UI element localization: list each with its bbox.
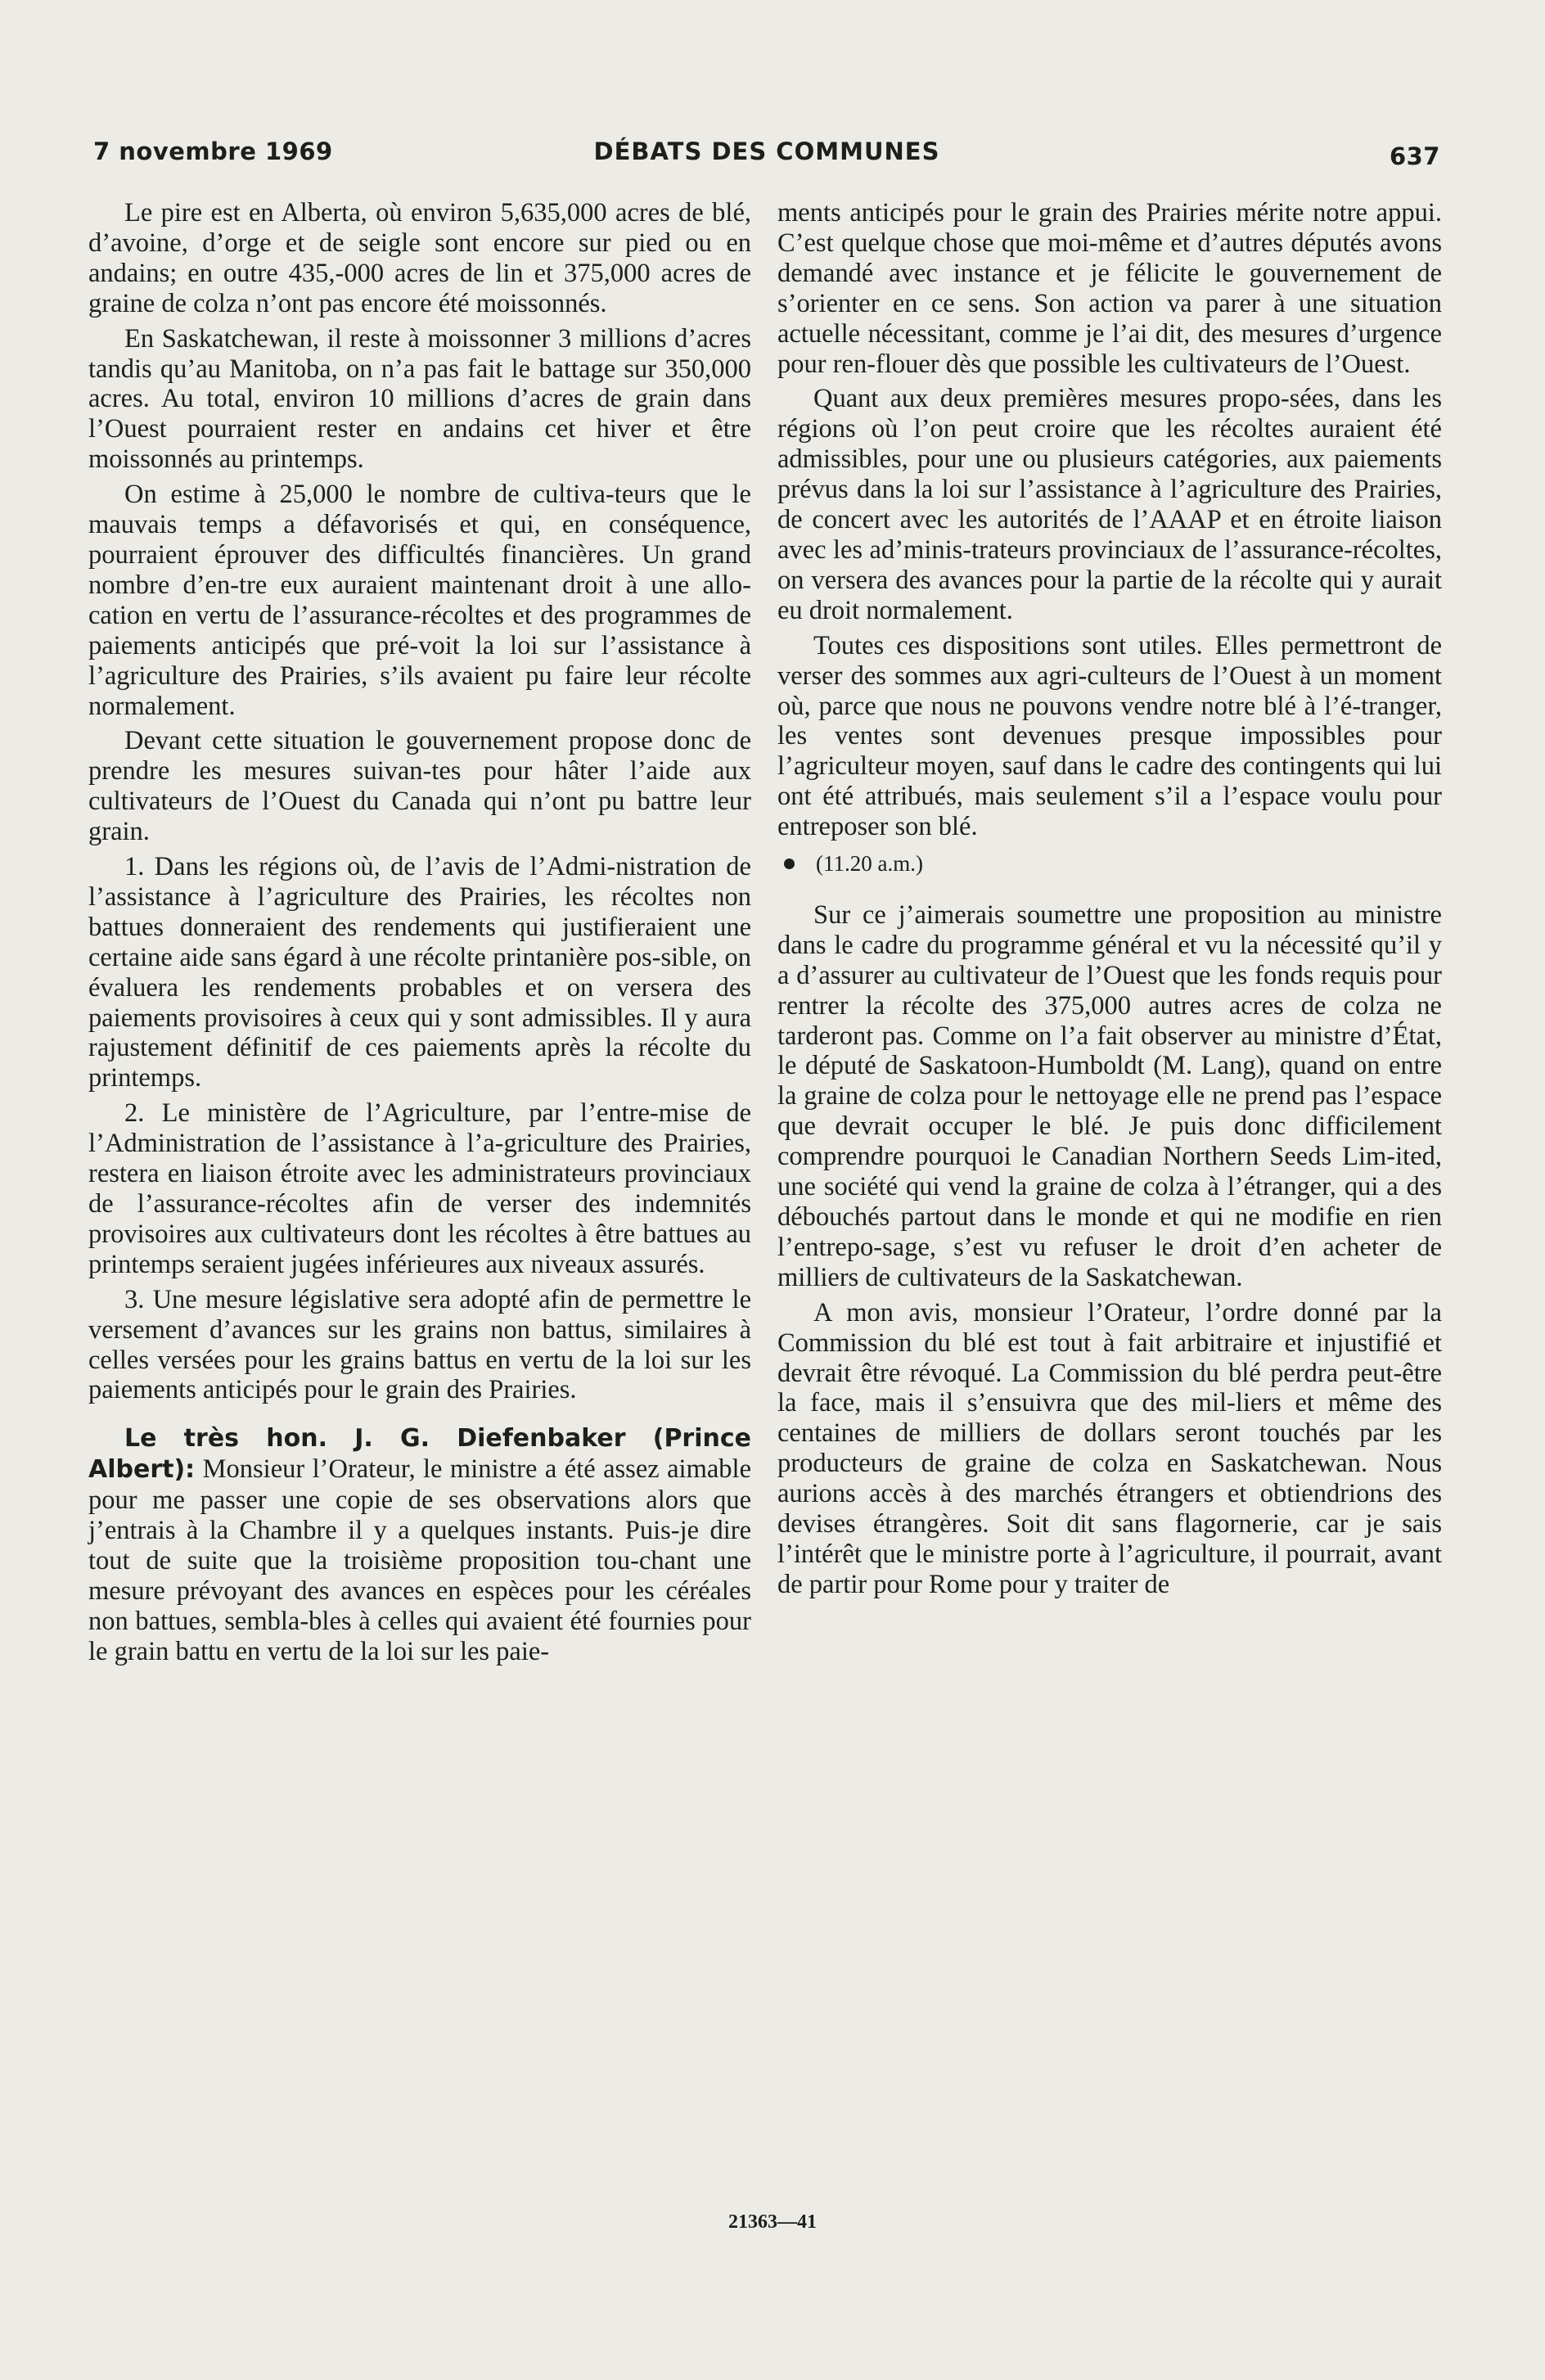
page-number: 637 <box>1389 142 1440 170</box>
paragraph: On estime à 25,000 le nombre de cultiva-teurs que le mauvais temps a défavorisés et qui, en conséquence, pourraient éprouver des difficultés financières. Un grand nombre d’en-tre eux auraient maintenant droit à une allo-cation en vertu de l’assurance-récoltes et des programmes de paiements anticipés que pré-voit la loi sur l’assistance à l’agriculture des Prairies, s’ils avaient pu faire leur récolte normalement. <box>88 480 751 721</box>
paragraph: En Saskatchewan, il reste à moissonner 3 millions d’acres tandis qu’au Manitoba, on n’a pas fait le battage sur 350,000 acres. Au total, environ 10 millions d’acres de grain dans l’Ouest pourraient rester en andains cet hiver et être moissonnés au printemps. <box>88 323 751 475</box>
time-stamp <box>777 849 1442 879</box>
paragraph: ments anticipés pour le grain des Prairies mérite notre appui. C’est quelque chose que moi-même et d’autres députés avons demandé avec instance et je félicite le gouvernement de s’orienter en ce sens. Son action va parer à une situation actuelle nécessitant, comme je l’ai dit, des mesures d’urgence pour ren-flouer dès que possible les cultivateurs de l’Ouest. <box>777 198 1442 379</box>
paragraph: Le pire est en Alberta, où environ 5,635,000 acres de blé, d’avoine, d’orge et de seigle sont encore sur pied ou en andains; en outre 435,-000 acres de lin et 375,000 acres de graine de colza n’ont pas encore été moissonnés. <box>88 198 751 318</box>
paragraph: Quant aux deux premières mesures propo-sées, dans les régions où l’on peut croire que les récoltes auraient été admissibles, pour une ou plusieurs catégories, aux paiements prévus dans la loi sur l’assistance à l’agriculture des Prairies, de concert avec les autorités de l’AAAP et en étroite liaison avec les ad’minis-trateurs provinciaux de l’assurance-récoltes, on versera des avances pour la partie de la récolte qui y aurait eu droit normalement. <box>777 384 1442 625</box>
paragraph: Devant cette situation le gouvernement propose donc de prendre les mesures suivan-tes pour hâter l’aide aux cultivateurs de l’Ouest du Canada qui n’ont pu battre leur grain. <box>88 726 751 847</box>
paragraph: Sur ce j’aimerais soumettre une proposition au ministre dans le cadre du programme général et vu la nécessité qu’il y a d’assurer au cultivateur de l’Ouest que les fonds requis pour rentrer la récolte des 375,000 autres acres de colza ne tarderont pas. Comme on l’a fait observer au ministre d’État, le député de Saskatoon-Humboldt (M. Lang), quand on entre la graine de colza pour le nettoyage elle ne prend pas l’espace que devrait occuper le blé. Je puis donc difficilement comprendre pourquoi le Canadian Northern Seeds Lim-ited, une société qui vend la graine de colza à l’étranger, qui a des débouchés partout dans le monde et qui ne modifie en rien l’entrepo-sage, s’est vu refuser le droit d’en acheter de milliers de cultivateurs de la Saskatchewan. <box>777 899 1442 1292</box>
page-footer-code: 21363—41 <box>728 2211 817 2233</box>
paragraph: 2. Le ministère de l’Agriculture, par l’entre-mise de l’Administration de l’assistance à l’a-griculture des Prairies, restera en liaison étroite avec les administrateurs provinciaux de l’assurance-récoltes afin de verser des indemnités provisoires aux cultivateurs dont les récoltes à être battues au printemps seraient jugées inférieures aux niveaux assurés. <box>88 1098 751 1279</box>
right-column <box>777 198 1442 1605</box>
paragraph: 1. Dans les régions où, de l’avis de l’Admi-nistration de l’assistance à l’agriculture des Prairies, les récoltes non battues donneraient des rendements qui justifieraient une certaine aide sans égard à une récolte printanière pos-sible, on évaluera les rendements probables et on versera des paiements provisoires à ceux qui y sont admissibles. Il y aura rajustement définitif de ces paiements après la récolte du printemps. <box>88 852 751 1093</box>
paragraph: 3. Une mesure législative sera adopté afin de permettre le versement d’avances sur les grains non battus, similaires à celles versées pour les grains battus en vertu de la loi sur les paiements anticipés pour le grain des Prairies. <box>88 1284 751 1405</box>
left-column <box>88 198 751 1672</box>
paragraph: A mon avis, monsieur l’Orateur, l’ordre donné par la Commission du blé est tout à fait arbitraire et injustifié et devrait être révoqué. La Commission du blé perdra peut-être la face, mais il s’ensuivra que des mil-liers et même des centaines de milliers de dollars seront touchés par les producteurs de graine de colza en Saskatchewan. Nous aurions accès à des marchés étrangers et obtiendrions des devises étrangères. Soit dit sans flagornerie, car je sais l’intérêt que le ministre porte à l’agriculture, il pourrait, avant de partir pour Rome pour y traiter de <box>777 1297 1442 1599</box>
bullet-icon <box>784 859 795 869</box>
paragraph: Toutes ces dispositions sont utiles. Elles permettront de verser des sommes aux agri-culteurs de l’Ouest à un moment où, parce que nous ne pouvons vendre notre blé à l’é-tranger, les ventes sont devenues presque impossibles pour l’agriculteur moyen, sauf dans le cadre des contingents qui lui ont été attribués, mais seulement s’il a l’espace voulu pour entreposer son blé. <box>777 630 1442 842</box>
header-date: 7 novembre 1969 <box>93 137 333 165</box>
speaker-name: Le très hon. J. G. Diefenbaker (Prince Albert): <box>88 1424 751 1485</box>
speech-text: Monsieur l’Orateur, le ministre a été assez aimable pour me passer une copie de ses observations alors que j’entrais à la Chambre il y a quelques instants. Puis-je dire tout de suite que la troisième proposition tou-chant une mesure prévoyant des avances en espèces pour les céréales non battues, sembla-bles à celles qui avaient été fournies pour le grain battu en vertu de la loi sur les paie- <box>88 1454 751 1666</box>
speaker-paragraph <box>88 1423 751 1666</box>
page-header <box>93 137 1440 178</box>
header-title: DÉBATS DES COMMUNES <box>593 137 940 165</box>
time-text: (11.20 a.m.) <box>816 851 923 877</box>
